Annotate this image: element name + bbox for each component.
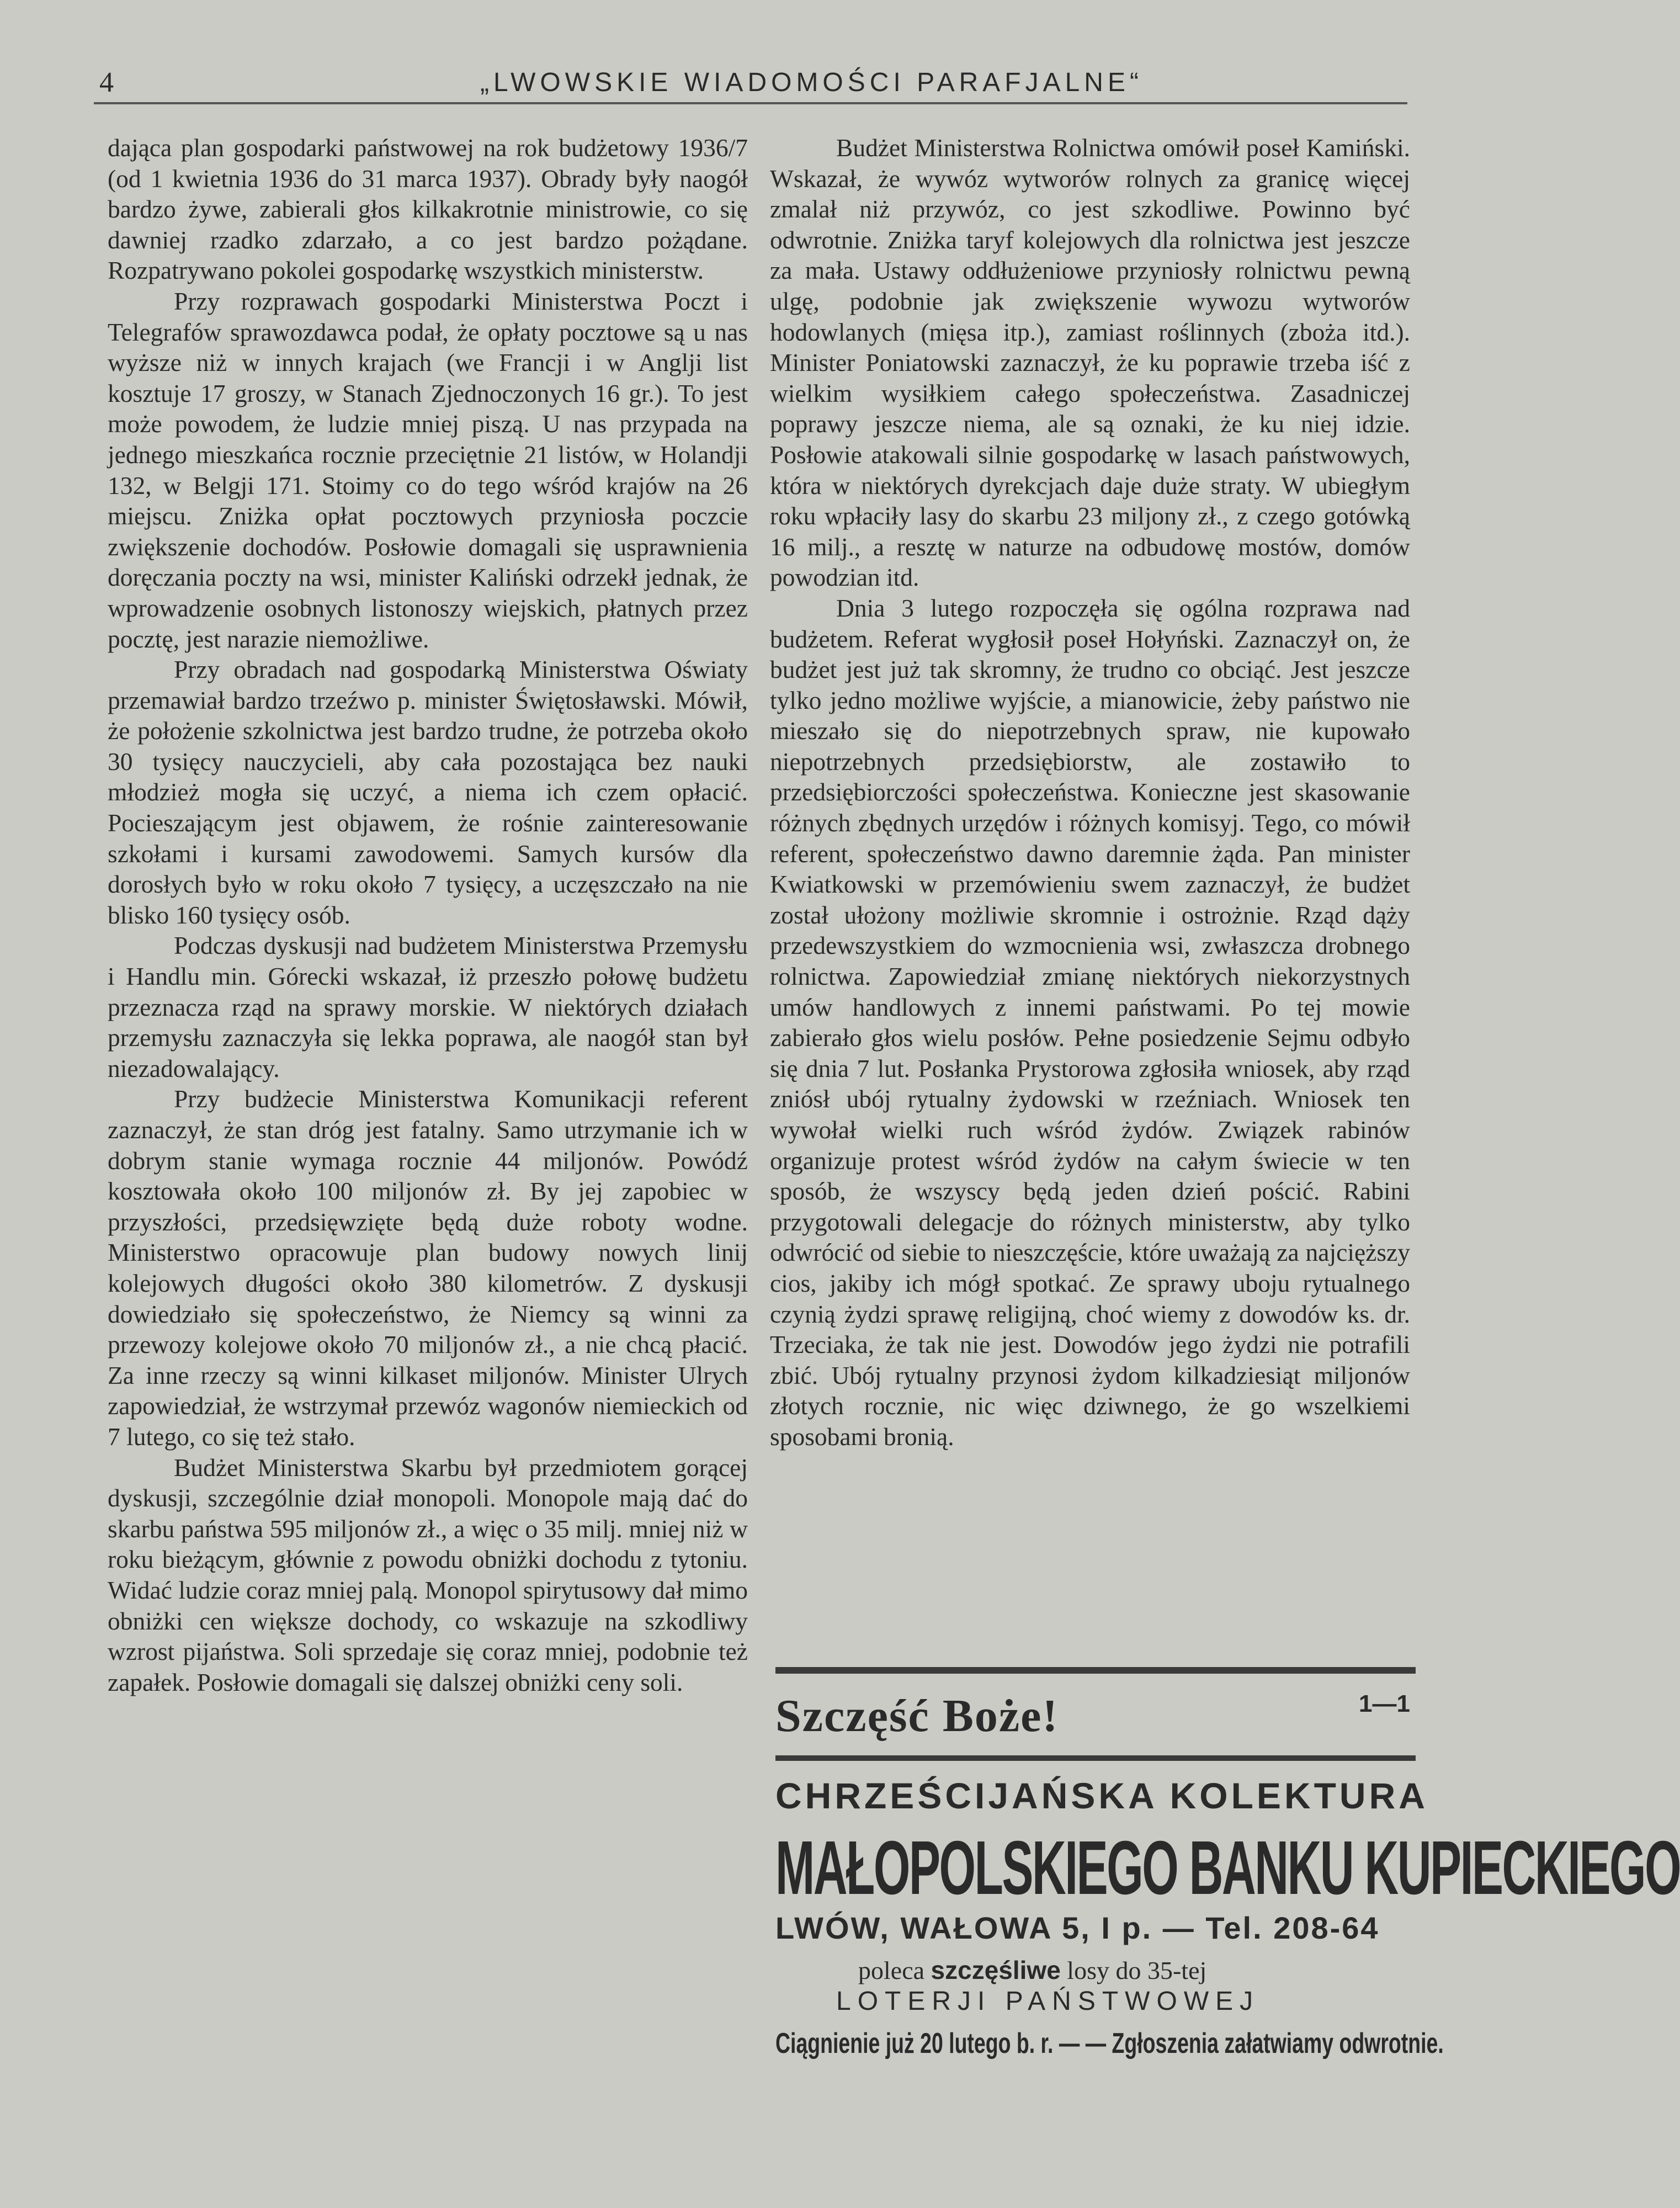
ad-address: LWÓW, WAŁOWA 5, I p. — Tel. 208-64 — [775, 1910, 1380, 1945]
right-column — [770, 132, 1410, 1452]
ad-offer-bold: szczęśliwe — [931, 1956, 1061, 1984]
masthead-title: „LWOWSKIE WIADOMOŚCI PARAFJALNE“ — [480, 68, 1143, 97]
ad-top-rule — [775, 1667, 1416, 1674]
page-header — [83, 61, 1407, 105]
ad-line-bank: MAŁOPOLSKIEGO BANKU KUPIECKIEGO — [775, 1825, 1680, 1910]
ad-code: 1—1 — [1359, 1690, 1410, 1717]
page-number: 4 — [99, 67, 114, 98]
paragraph: Dnia 3 lutego rozpoczęła się ogólna rozprawa nad budżetem. Referat wygłosił poseł Hołyński. Zaznaczył on, że budżet jest już tak skromny, że trudno co obciąć. Jest jeszcze tylko jedno możliwe wyjście, a mianowicie, żeby państwo nie mieszało się do niepotrzebnych spraw, nie kupowało niepotrzebnych przedsiębiorstw, ale zostawiło to przedsiębiorczości społeczeństwa. Konieczne jest skasowanie różnych zbędnych urzędów i różnych komisyj. Tego, co mówił referent, społeczeństwo dawno daremnie żąda. Pan minister Kwiatkowski w przemówieniu swem zaznaczył, że budżet został ułożony możliwie skromnie i ostrożnie. Rząd dąży przedewszystkiem do wzmocnienia wsi, zwłaszcza drobnego rolnictwa. Zapowiedział zmianę niektórych niekorzystnych umów handlowych z innemi państwami. Po tej mowie zabierało głos wielu posłów. Pełne posiedzenie Sejmu odbyło się dnia 7 lut. Posłanka Prystorowa zgłosiła wniosek, aby rząd zniósł ubój rytualny żydowski w rzeźniach. Wniosek ten wywołał wielki ruch wśród żydów. Związek rabinów organizuje protest wśród żydów na całym świecie w ten sposób, że wszyscy będą jeden dzień pościć. Rabini przygotowali delegacje do różnych ministerstw, aby tylko odwrócić od siebie to nieszczęście, które uważają za najcięższy cios, jakiby ich mógł spotkać. Ze sprawy uboju rytualnego czynią żydzi sprawę religijną, choć wiemy z dowodów ks. dr. Trzeciaka, że tak nie jest. Dowodów jego żydzi nie potrafili zbić. Ubój rytualny przynosi żydom kilkadziesiąt miljonów złotych rocznie, nic więc dziwnego, że go wszelkiemi sposobami bronią. — [770, 593, 1410, 1451]
paragraph: Przy obradach nad gospodarką Ministerstwa Oświaty przemawiał bardzo trzeźwo p. minister Świętosławski. Mówił, że położenie szkolnictwa jest bardzo trudne, że potrzeba około 30 tysięcy nauczycieli, aby cała pozostająca bez nauki młodzież mogła się uczyć, a niema ich czem opłacić. Pocieszającym jest objawem, że rośnie zainteresowanie szkołami i kursami zawodowemi. Samych kursów dla dorosłych było w roku około 7 tysięcy, a uczęszczało na nie blisko 160 tysięcy osób. — [108, 655, 748, 929]
ad-line-draw-date: Ciągnienie już 20 lutego b. r. — — Zgłoszenia załatwiamy odwrotnie. — [775, 2027, 1444, 2060]
header-rule — [94, 102, 1407, 104]
paragraph: Podczas dyskusji nad budżetem Ministerstwa Przemysłu i Handlu min. Górecki wskazał, iż przeszło połowę budżetu przeznacza rząd na sprawy morskie. W niektórych działach przemysłu zaznaczyła się lekka poprawa, ale naogół stan był niezadowalający. — [108, 931, 748, 1082]
paragraph: Przy rozprawach gospodarki Ministerstwa Poczt i Telegrafów sprawozdawca podał, że opłaty pocztowe są u nas wyższe niż w innych krajach (we Francji i w Anglji list kosztuje 17 groszy, w Stanach Zjednoczonych 16 gr.). To jest może powodem, że ludzie mniej piszą. U nas przypada na jednego mieszkańca rocznie przeciętnie 21 listów, w Holandji 132, w Belgji 171. Stoimy co do tego wśród krajów na 26 miejscu. Zniżka opłat pocztowych przyniosła poczcie zwiększenie dochodów. Posłowie domagali się usprawnienia doręczania poczty na wsi, minister Kaliński odrzekł jednak, że wprowadzenie osobnych listonoszy wiejskich, płatnych przez pocztę, jest narazie niemożliwe. — [108, 286, 748, 653]
ad-offer-post: losy do 35-tej — [1067, 1956, 1207, 1984]
ad-line-kolektura: CHRZEŚCIJAŃSKA KOLEKTURA — [775, 1775, 1428, 1816]
paragraph: dająca plan gospodarki państwowej na rok budżetowy 1936/7 (od 1 kwietnia 1936 do 31 marca 1937). Obrady były naogół bardzo żywe, zabierali głos kilkakrotnie ministrowie, co się dawniej rzadko zdarzało, a co jest bardzo pożądane. Rozpatrywano pokolei gospodarkę wszystkich ministerstw. — [108, 134, 748, 285]
ad-greeting: Szczęść Boże! — [775, 1690, 1059, 1742]
ad-line-offer — [858, 1955, 1206, 1985]
left-column — [108, 132, 748, 1697]
advertisement — [775, 1667, 1680, 2060]
paragraph: Budżet Ministerstwa Skarbu był przedmiotem gorącej dyskusji, szczególnie dział monopoli. Monopole mają dać do skarbu państwa 595 miljonów zł., a więc o 35 milj. mniej niż w roku bieżącym, głównie z powodu obniżki dochodu z tytoniu. Widać ludzie coraz mniej palą. Monopol spirytusowy dał mimo obniżki cen większe dochody, co wskazuje na szkodliwy wzrost pijaństwa. Soli sprzedaje się coraz mniej, podobnie też zapałek. Posłowie domagali się dalszej obniżki ceny soli. — [108, 1453, 748, 1696]
ad-line-loterja: LOTERJI PAŃSTWOWEJ — [836, 1987, 1260, 2016]
ad-mid-rule — [775, 1755, 1416, 1761]
ad-offer-pre: poleca — [858, 1956, 925, 1984]
paragraph: Przy budżecie Ministerstwa Komunikacji referent zaznaczył, że stan dróg jest fatalny. Samo utrzymanie ich w dobrym stanie wymaga rocznie 44 miljonów. Powódź kosztowała około 100 miljonów zł. By jej zapobiec w przyszłości, przedsięwzięte będą duże roboty wodne. Ministerstwo opracowuje plan budowy nowych linij kolejowych długości około 380 kilometrów. Z dyskusji dowiedziało się społeczeństwo, że Niemcy są winni za przewozy kolejowe około 70 miljonów zł., a nie chcą płacić. Za inne rzeczy są winni kilkaset miljonów. Minister Ulrych zapowiedział, że wstrzymał przewóz wagonów niemieckich od 7 lutego, co się też stało. — [108, 1085, 748, 1451]
paragraph: Budżet Ministerstwa Rolnictwa omówił poseł Kamiński. Wskazał, że wywóz wytworów rolnych za granicę więcej zmalał niż przywóz, co jest szkodliwe. Powinno być odwrotnie. Zniżka taryf kolejowych dla rolnictwa jest jeszcze za mała. Ustawy oddłużeniowe przyniosły rolnictwu pewną ulgę, podobnie jak zwiększenie wywozu wytworów hodowlanych (mięsa itp.), zamiast roślinnych (zboża itd.). Minister Poniatowski zaznaczył, że ku poprawie trzeba iść z wielkim wysiłkiem całego społeczeństwa. Zasadniczej poprawy jeszcze niema, ale są oznaki, że ku niej idzie. Posłowie atakowali silnie gospodarkę w lasach państwowych, która w niektórych dyrekcjach daje duże straty. W ubiegłym roku wpłaciły lasy do skarbu 23 miljony zł., z czego gotówką 16 milj., a resztę w naturze na odbudowę mostów, domów powodzian itd. — [770, 134, 1410, 592]
